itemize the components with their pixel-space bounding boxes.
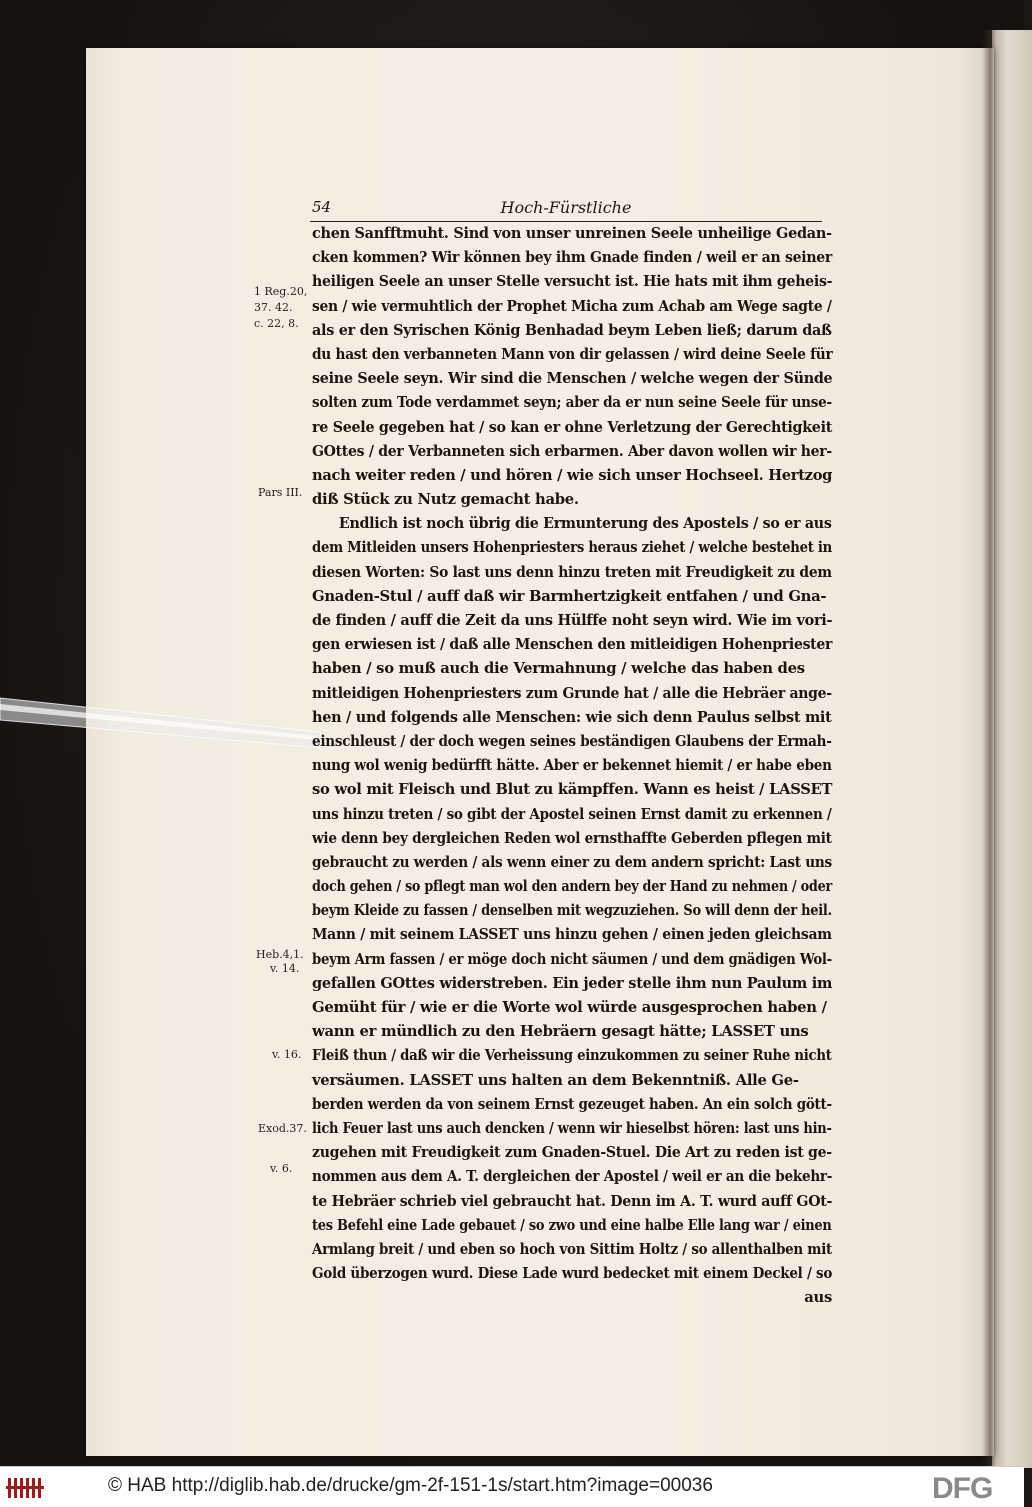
running-head [310, 198, 822, 222]
text-line: diesen Worten: So last uns denn hinzu treten mit Freudigkeit zu dem [312, 563, 832, 581]
text-line: solten zum Tode verdammet seyn; aber da er nun seine Seele für unse- [312, 394, 832, 412]
text-line: Gold überzogen wurd. Diese Lade wurd bedecket mit einem Deckel / so [312, 1265, 833, 1283]
text-line: chen Sanfftmuht. Sind von unser unreinen Seele unheilige Gedan- [312, 225, 832, 242]
text-line: tes Befehl eine Lade gebauet / so zwo und eine halbe Elle lang war / einen [312, 1216, 832, 1234]
text-line: aus [804, 1289, 832, 1307]
text-line: sen / wie vermuhtlich der Prophet Micha zum Achab am Wege sagte / [312, 297, 832, 315]
text-line: gebraucht zu werden / als wenn einer zu dem andern spricht: Last uns [312, 853, 832, 871]
text-line: zugehen mit Freudigkeit zum Gnaden-Stuel. Die Art zu reden ist ge- [312, 1144, 832, 1162]
text-line: GOttes / der Verbanneten sich erbarmen. Aber davon wollen wir her- [312, 442, 832, 460]
margin-note-line: 1 Reg.20, [254, 285, 308, 298]
margin-note-line: v. 14. [270, 962, 300, 975]
text-line: Endlich ist noch übrig die Ermunterung des Apostels / so er aus [338, 515, 832, 533]
text-line: mitleidigen Hohenpriesters zum Grunde hat / alle die Hebräer ange- [312, 684, 832, 702]
margin-note-reg [254, 284, 307, 332]
text-line: gefallen GOttes widerstreben. Ein jeder stelle ihm nun Paulum im [312, 974, 833, 992]
text-line: berden werden da von seinem Ernst gezeuget haben. An ein solch gött- [312, 1095, 832, 1113]
text-line: uns hinzu treten / so gibt der Apostel seinen Ernst damit zu erkennen / [312, 805, 832, 823]
text-line: so wol mit Fleisch und Blut zu kämpffen. Wann es heist / LASSET [312, 781, 833, 799]
page-number: 54 [312, 198, 332, 216]
text-line: wann er mündlich zu den Hebräern gesagt hätte; LASSET uns [312, 1023, 809, 1041]
text-line: hen / und folgends alle Menschen: wie sich denn Paulus selbst mit [312, 708, 832, 726]
copyright-url[interactable]: © HAB http://diglib.hab.de/drucke/gm-2f-151-1s/start.htm?image=00036 [108, 1475, 713, 1496]
text-line: nach weiter reden / und hören / wie sich unser Hochseel. Hertzog [312, 466, 833, 484]
book-gutter [982, 30, 996, 1468]
margin-note-exod [258, 1122, 307, 1135]
text-line: re Seele gegeben hat / so kan er ohne Verletzung der Gerechtigkeit [312, 418, 833, 436]
margin-note-line: Pars III. [258, 486, 303, 499]
text-line: heiligen Seele an unser Stelle versucht ist. Hie hats mit ihm geheis- [312, 273, 833, 291]
running-head-title: Hoch-Fürstliche [500, 198, 632, 217]
margin-note-v6 [270, 1162, 292, 1175]
margin-note-line: v. 16. [272, 1048, 302, 1061]
text-line: cken kommen? Wir können bey ihm Gnade finden / weil er an seiner [312, 249, 833, 267]
margin-note-v16 [272, 1048, 301, 1061]
text-line: Mann / mit seinem LASSET uns hinzu gehen / einen jeden gleichsam [312, 926, 832, 944]
text-line: nung wol wenig bedürfft hätte. Aber er bekennet hiemit / er habe eben [312, 757, 832, 775]
text-line: Gemüht für / wie er die Worte wol würde ausgesprochen haben / [312, 999, 827, 1016]
text-line: te Hebräer schrieb viel gebraucht hat. Denn im A. T. wurd auff GOt- [312, 1192, 833, 1210]
text-line: versäumen. LASSET uns halten an dem Bekenntniß. Alle Ge- [312, 1071, 799, 1089]
text-line: gen erwiesen ist / daß alle Menschen den mitleidigen Hohenpriester [312, 636, 833, 654]
text-line: seine Seele seyn. Wir sind die Menschen / welche wegen der Sünde [312, 370, 833, 388]
text-line: einschleust / der doch wegen seines beständigen Glaubens der Ermah- [312, 732, 832, 750]
text-line: Gnaden-Stul / auff daß wir Barmhertzigkeit entfahen / und Gna- [312, 587, 827, 605]
transparent-ruler [0, 690, 340, 770]
margin-note-line: v. 6. [270, 1162, 293, 1175]
text-line: Fleiß thun / daß wir die Verheissung einzukommen zu seiner Ruhe nicht [312, 1047, 832, 1065]
page-body-text [312, 222, 832, 1310]
text-line: Armlang breit / und eben so hoch von Sittim Holtz / so allenthalben mit [312, 1240, 832, 1258]
text-line: dem Mitleiden unsers Hohenpriesters heraus ziehet / welche bestehet in [312, 539, 833, 557]
text-line: lich Feuer last uns auch dencken / wenn wir hieselbst hören: last uns hin- [312, 1119, 832, 1137]
margin-note-pars [258, 486, 302, 499]
margin-note-line: Exod.37. [258, 1122, 307, 1135]
hab-logo-icon [6, 1474, 46, 1502]
margin-note-line: Heb.4,1. [256, 948, 304, 961]
text-line: du hast den verbanneten Mann von dir gelassen / wird deine Seele für [312, 345, 833, 363]
text-line: de finden / auff die Zeit da uns Hülffe noht seyn wird. Wie im vori- [312, 612, 833, 629]
facing-page-edge [992, 30, 1032, 1468]
dfg-logo: DFG [932, 1472, 993, 1505]
margin-note-line: c. 22, 8. [254, 317, 299, 330]
viewer-footer [0, 1466, 1024, 1507]
text-line: haben / so muß auch die Vermahnung / welche das haben des [312, 660, 805, 678]
text-line: diß Stück zu Nutz gemacht habe. [312, 491, 579, 509]
text-line: doch gehen / so pflegt man wol den andern bey der Hand zu nehmen / oder [312, 878, 832, 896]
text-line: beym Arm fassen / er möge doch nicht säumen / und dem gnädigen Wol- [312, 950, 832, 968]
text-line: als er den Syrischen König Benhadad beym Leben ließ; darum daß [312, 321, 832, 339]
text-line: beym Kleide zu fassen / denselben mit wegzuziehen. So will denn der heil. [312, 902, 832, 920]
margin-note-heb [256, 948, 304, 976]
text-line: nommen aus dem A. T. dergleichen der Apostel / weil er an die bekehr- [312, 1168, 833, 1186]
margin-note-line: 37. 42. [254, 301, 293, 314]
text-line: wie denn bey dergleichen Reden wol ernsthaffte Geberden pflegen mit [312, 829, 832, 847]
